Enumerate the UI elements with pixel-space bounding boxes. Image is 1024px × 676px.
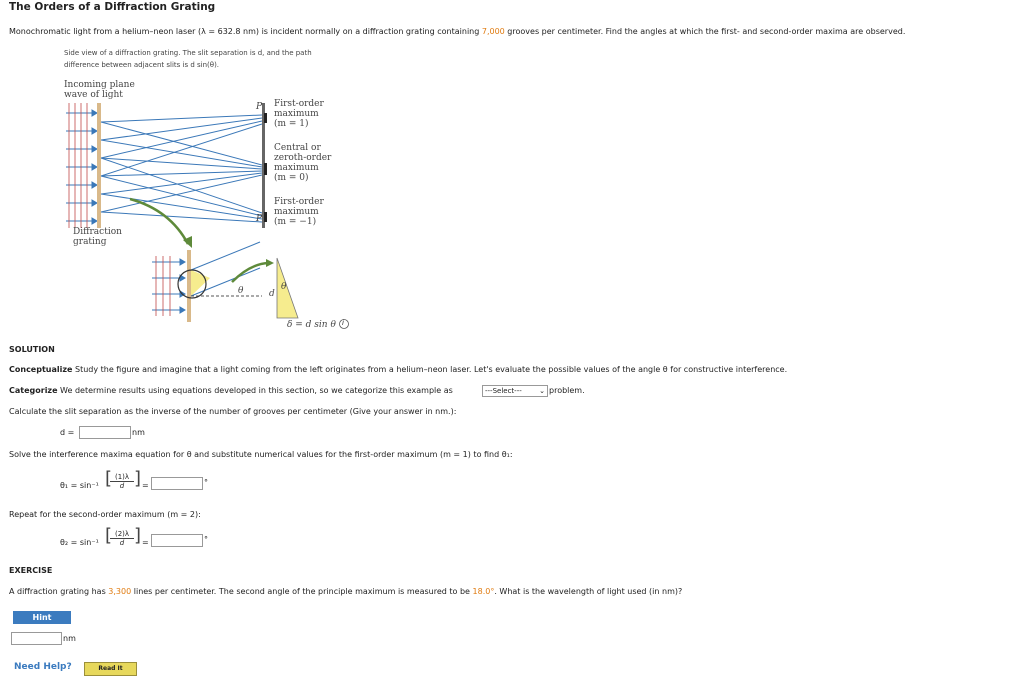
bracket-left-2: [	[105, 525, 113, 546]
wavelength-input[interactable]	[11, 632, 62, 645]
central-4: (m = 0)	[274, 173, 309, 183]
theta2-input[interactable]	[151, 534, 203, 547]
problem-text-2: grooves per centimeter. Find the angles at which the first- and second-order maxima are observed.	[504, 27, 906, 36]
categorize-after: problem.	[549, 386, 585, 395]
bracket-right-1: ]	[134, 468, 142, 489]
incoming-wave-label	[64, 80, 135, 100]
fo-bot-1: First-order	[274, 197, 324, 207]
theta1-input[interactable]	[151, 477, 203, 490]
central-2: zeroth-order	[274, 153, 332, 163]
exercise-angle-value: 18.0°	[472, 587, 495, 596]
bracket-right-2: ]	[134, 525, 142, 546]
solution-heading: SOLUTION	[9, 345, 55, 354]
grooves-value: 7,000	[481, 27, 505, 36]
theta1-numerator: (1)λ	[110, 473, 134, 482]
first-order-top-label	[274, 99, 324, 129]
grating-line-2: grating	[73, 237, 107, 247]
central-1: Central or	[274, 143, 321, 153]
exercise-text-1: A diffraction grating has	[9, 587, 109, 596]
categorize-label: Categorize	[9, 386, 58, 395]
exercise-text-2: lines per centimeter. The second angle of the principle maximum is measured to be	[131, 587, 473, 596]
caption-line-1: Side view of a diffraction grating. The slit separation is d, and the path	[64, 49, 312, 57]
theta2-numerator: (2)λ	[110, 530, 134, 539]
conceptualize-row	[9, 365, 787, 374]
categorize-text: We determine results using equations developed in this section, so we categorize this example as	[57, 386, 453, 395]
theta1-equals: =	[142, 481, 149, 490]
need-help-label: Need Help?	[14, 662, 72, 672]
theta2-degree: °	[204, 535, 208, 544]
theta-label-1: θ	[238, 286, 244, 296]
theta1-degree: °	[204, 478, 208, 487]
fo-top-2: maximum	[274, 109, 319, 119]
conceptualize-text: Study the figure and imagine that a light coming from the left originates from a helium–neon laser. Let's evaluate the possible values of the angle θ for constructive interference.	[72, 365, 788, 374]
category-select[interactable]	[482, 385, 548, 397]
path-difference-label: δ = d sin θ	[287, 320, 336, 330]
categorize-row	[9, 386, 453, 395]
theta2-equals: =	[142, 538, 149, 547]
page-title: The Orders of a Diffraction Grating	[9, 1, 216, 13]
d-input[interactable]	[79, 426, 131, 439]
incoming-line-2: wave of light	[64, 90, 123, 100]
fo-top-1: First-order	[274, 99, 324, 109]
hint-button[interactable]: Hint	[13, 611, 71, 624]
exercise-text-3: . What is the wavelength of light used (in nm)?	[494, 587, 683, 596]
theta1-fraction	[110, 473, 134, 490]
wavelength-unit: nm	[63, 634, 76, 643]
solve-instruction: Solve the interference maxima equation for θ and substitute numerical values for the first-order maximum (m = 1) to find θ₁:	[9, 450, 513, 459]
d-equation-label: d =	[60, 428, 75, 437]
problem-text-1: Monochromatic light from a helium–neon laser (λ = 632.8 nm) is incident normally on a diffraction grating containing	[9, 27, 482, 36]
central-maximum-label	[274, 143, 331, 183]
fo-top-3: (m = 1)	[274, 119, 309, 129]
calc-instruction: Calculate the slit separation as the inverse of the number of grooves per centimeter (Give your answer in nm.):	[9, 407, 457, 416]
first-order-bottom-label	[274, 197, 324, 227]
caption-line-2: difference between adjacent slits is d sin(θ).	[64, 61, 220, 69]
repeat-instruction: Repeat for the second-order maximum (m = 2):	[9, 510, 201, 519]
select-value: ---Select---	[485, 387, 522, 395]
theta-label-2: θ	[281, 282, 287, 292]
conceptualize-label: Conceptualize	[9, 365, 73, 374]
chevron-down-icon: ⌄	[539, 387, 545, 395]
grating-label	[73, 227, 122, 247]
theta2-label: θ₂ = sin⁻¹	[60, 538, 99, 547]
exercise-heading: EXERCISE	[9, 566, 53, 575]
incoming-line-1: Incoming plane	[64, 80, 135, 90]
p-label-top: P	[256, 102, 263, 112]
theta2-fraction	[110, 530, 134, 547]
bracket-left-1: [	[105, 468, 113, 489]
grating-line-1: Diffraction	[73, 227, 122, 237]
fo-bot-2: maximum	[274, 207, 319, 217]
exercise-lines-value: 3,300	[108, 587, 132, 596]
theta1-denominator: d	[119, 482, 125, 490]
fo-bot-3: (m = −1)	[274, 217, 317, 227]
theta2-denominator: d	[119, 539, 125, 547]
p-label-bottom: P	[256, 214, 263, 224]
d-label: d	[269, 289, 275, 299]
d-unit: nm	[132, 428, 145, 437]
info-icon[interactable]: i	[342, 319, 344, 327]
exercise-text	[9, 587, 682, 596]
theta1-label: θ₁ = sin⁻¹	[60, 481, 99, 490]
read-it-button[interactable]: Read It	[84, 662, 137, 676]
central-3: maximum	[274, 163, 319, 173]
